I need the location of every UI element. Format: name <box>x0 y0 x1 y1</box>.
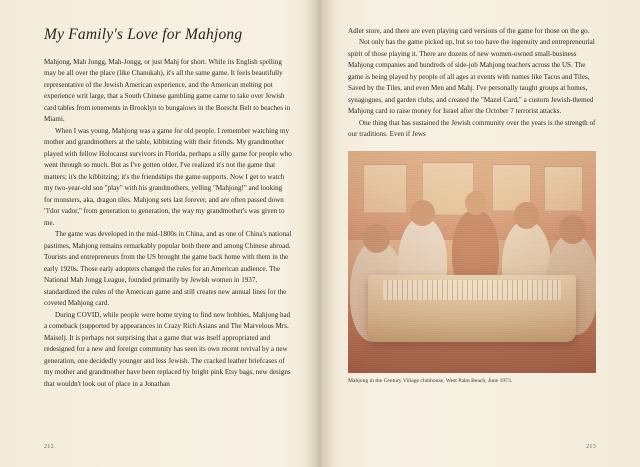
left-page-body <box>44 57 292 390</box>
page-title: My Family's Love for Mahjong <box>44 26 243 43</box>
right-page <box>320 0 640 467</box>
right-page-body <box>348 26 596 141</box>
paragraph: Mahjong, Mah Jongg, Mah-Jongg, or just Mahj for short. While its English spelling may be all over the place (like Chanukah), it's all the same game. It feels beautifully representative of the Jewish American experience, and the American melting pot experience writ large, that a South Chinese gambling game came to take over Jewish card tables from tenements in Brooklyn to bungalows in the Borscht Belt to beaches in Miami. <box>44 58 291 124</box>
paragraph: One thing that has sustained the Jewish community over the years is the strength of our traditions. Even if Jews <box>348 118 596 139</box>
paragraph: Not only has the game picked up, but so too have the ingenuity and entrepreneurial spirit of those playing it. There are dozens of new women-owned small-business Mahjong companies and hundreds of side-job Mahjong teachers across the US. The game is being played by people of all ages at events with names like Tacos and Tiles, Saved by the Tiles, and even Men and Mahj. I've personally taught groups at homes, synagogues, and garden clubs, and created the "Mazel Card," a custom Jewish-themed Mahjong card to raise money for Israel after the October 7 terrorist attacks. <box>348 38 595 116</box>
paragraph: Adler store, and there are even playing card versions of the game for those on the go. <box>348 27 590 35</box>
figure-caption: Mahjong in the Century Village clubhouse, West Palm Beach, June 1973. <box>348 377 513 384</box>
page-number-right: 213 <box>586 444 596 450</box>
page-number-left: 212 <box>44 444 54 450</box>
paragraph: When I was young, Mahjong was a game for old people. I remember watching my mother and grandmothers at the table, kibbitzing with their friends. My grandmother played with fellow Holocaust survivors in Florida, perhaps a silly game for people who went through so much. But as I've gotten older, I've realized it's not the game that matters; it's the kibbitzing; it's the friendships the game supports. Now I get to watch my two-year-old son "play" with his grandmothers, yelling "Mahjong!" and looking for monsters, aka, dragon tiles. Mahjong sets last forever, and are often passed down "l'dor vador," from generation to generation, the way my grandmother's was given to me. <box>44 126 292 227</box>
mahjong-photograph <box>348 151 596 373</box>
paragraph: The game was developed in the mid-1800s in China, and as one of China's national pastimes, Mahjong remains remarkably popular both there and among Chinese abroad. Tourists and entrepreneurs from the US brought the game back home with them in the early 1920s. Those early adopters changed the rules for an American audience. The National Mah Jongg League, founded primarily by Jewish women in 1937, standardized the rules of the American game and still creates new annual lines for the coveted Mahjong card. <box>44 230 292 308</box>
paragraph: During COVID, while people were home trying to find new hobbies, Mahjong had a comeback (supported by appearances in Crazy Rich Asians and The Marvelous Mrs. Maisel). It is perhaps not surprising that a game that was itself appropriated and redesigned for a new and foreign community has seen its own recent revival by a new generation, one decidedly younger and less Jewish. The cracked leather briefcases of my mother and grandmother have been replaced by bright pink Etsy bags, new designs that wouldn't look out of place in a Jonathan <box>44 310 291 388</box>
figure <box>348 151 596 386</box>
